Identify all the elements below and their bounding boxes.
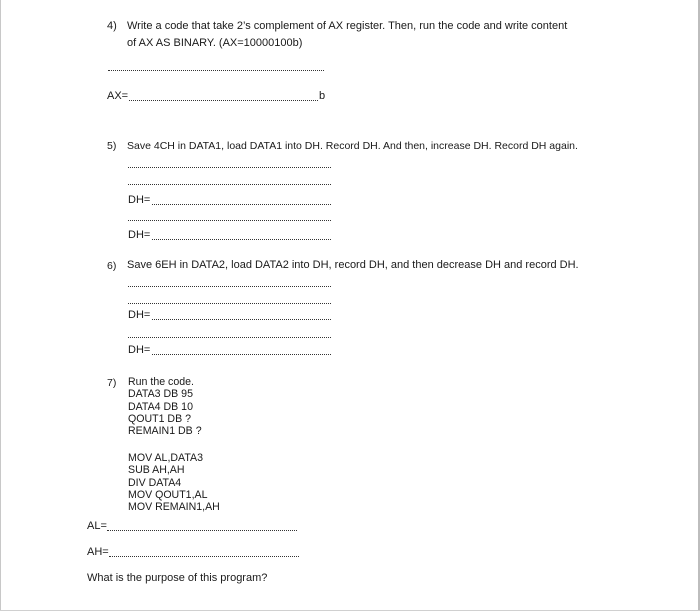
data-definitions	[128, 376, 202, 437]
dh-label: DH=	[128, 229, 151, 241]
code-line: MOV AL,DATA3	[128, 452, 203, 464]
code-line: MOV REMAIN1,AH	[128, 501, 220, 514]
code-line: DATA4 DB 10	[128, 400, 193, 413]
dh-label: DH=	[128, 194, 151, 206]
ah-label: AH=	[87, 546, 109, 558]
answer-line[interactable]	[128, 167, 331, 168]
question-number: 6)	[107, 260, 117, 272]
al-label: AL=	[87, 520, 107, 532]
answer-line[interactable]	[108, 70, 324, 71]
instruction-block	[128, 452, 220, 513]
ax-answer-line[interactable]	[129, 100, 318, 101]
dh-answer-line[interactable]	[152, 354, 331, 355]
code-line: REMAIN1 DB ?	[128, 425, 202, 438]
code-line: QOUT1 DB ?	[128, 412, 191, 425]
question-number: 7)	[107, 377, 117, 389]
dh-answer-line[interactable]	[152, 239, 331, 240]
page-left-edge	[0, 0, 1, 611]
dh-label: DH=	[128, 309, 151, 321]
answer-line[interactable]	[128, 184, 331, 185]
code-line: DIV DATA4	[128, 476, 182, 489]
code-line: DATA3 DB 95	[128, 388, 193, 401]
question-text: Save 4CH in DATA1, load DATA1 into DH. Record DH. And then, increase DH. Record DH again.	[127, 140, 578, 152]
ah-answer-line[interactable]	[109, 556, 299, 557]
answer-line[interactable]	[128, 220, 331, 221]
purpose-question: What is the purpose of this program?	[87, 572, 268, 584]
question-text-line-1: Write a code that take 2’s complement of AX register. Then, run the code and write content	[127, 20, 568, 32]
question-number: 4)	[107, 20, 117, 32]
dh-label: DH=	[128, 344, 151, 356]
question-number: 5)	[107, 140, 117, 152]
al-answer-line[interactable]	[107, 530, 297, 531]
dh-answer-line[interactable]	[152, 319, 331, 320]
answer-line[interactable]	[128, 303, 331, 304]
dh-answer-line[interactable]	[152, 204, 331, 205]
answer-line[interactable]	[128, 286, 331, 287]
question-text: Save 6EH in DATA2, load DATA2 into DH, record DH, and then decrease DH and record DH.	[127, 259, 579, 271]
question-text-line-2: of AX AS BINARY. (AX=10000100b)	[127, 37, 303, 49]
answer-line[interactable]	[128, 337, 331, 338]
ax-suffix: b	[319, 90, 326, 102]
ax-label: AX=	[107, 90, 129, 102]
code-line: SUB AH,AH	[128, 464, 185, 477]
run-code-intro: Run the code.	[128, 376, 194, 388]
code-line: MOV QOUT1,AL	[128, 488, 208, 501]
